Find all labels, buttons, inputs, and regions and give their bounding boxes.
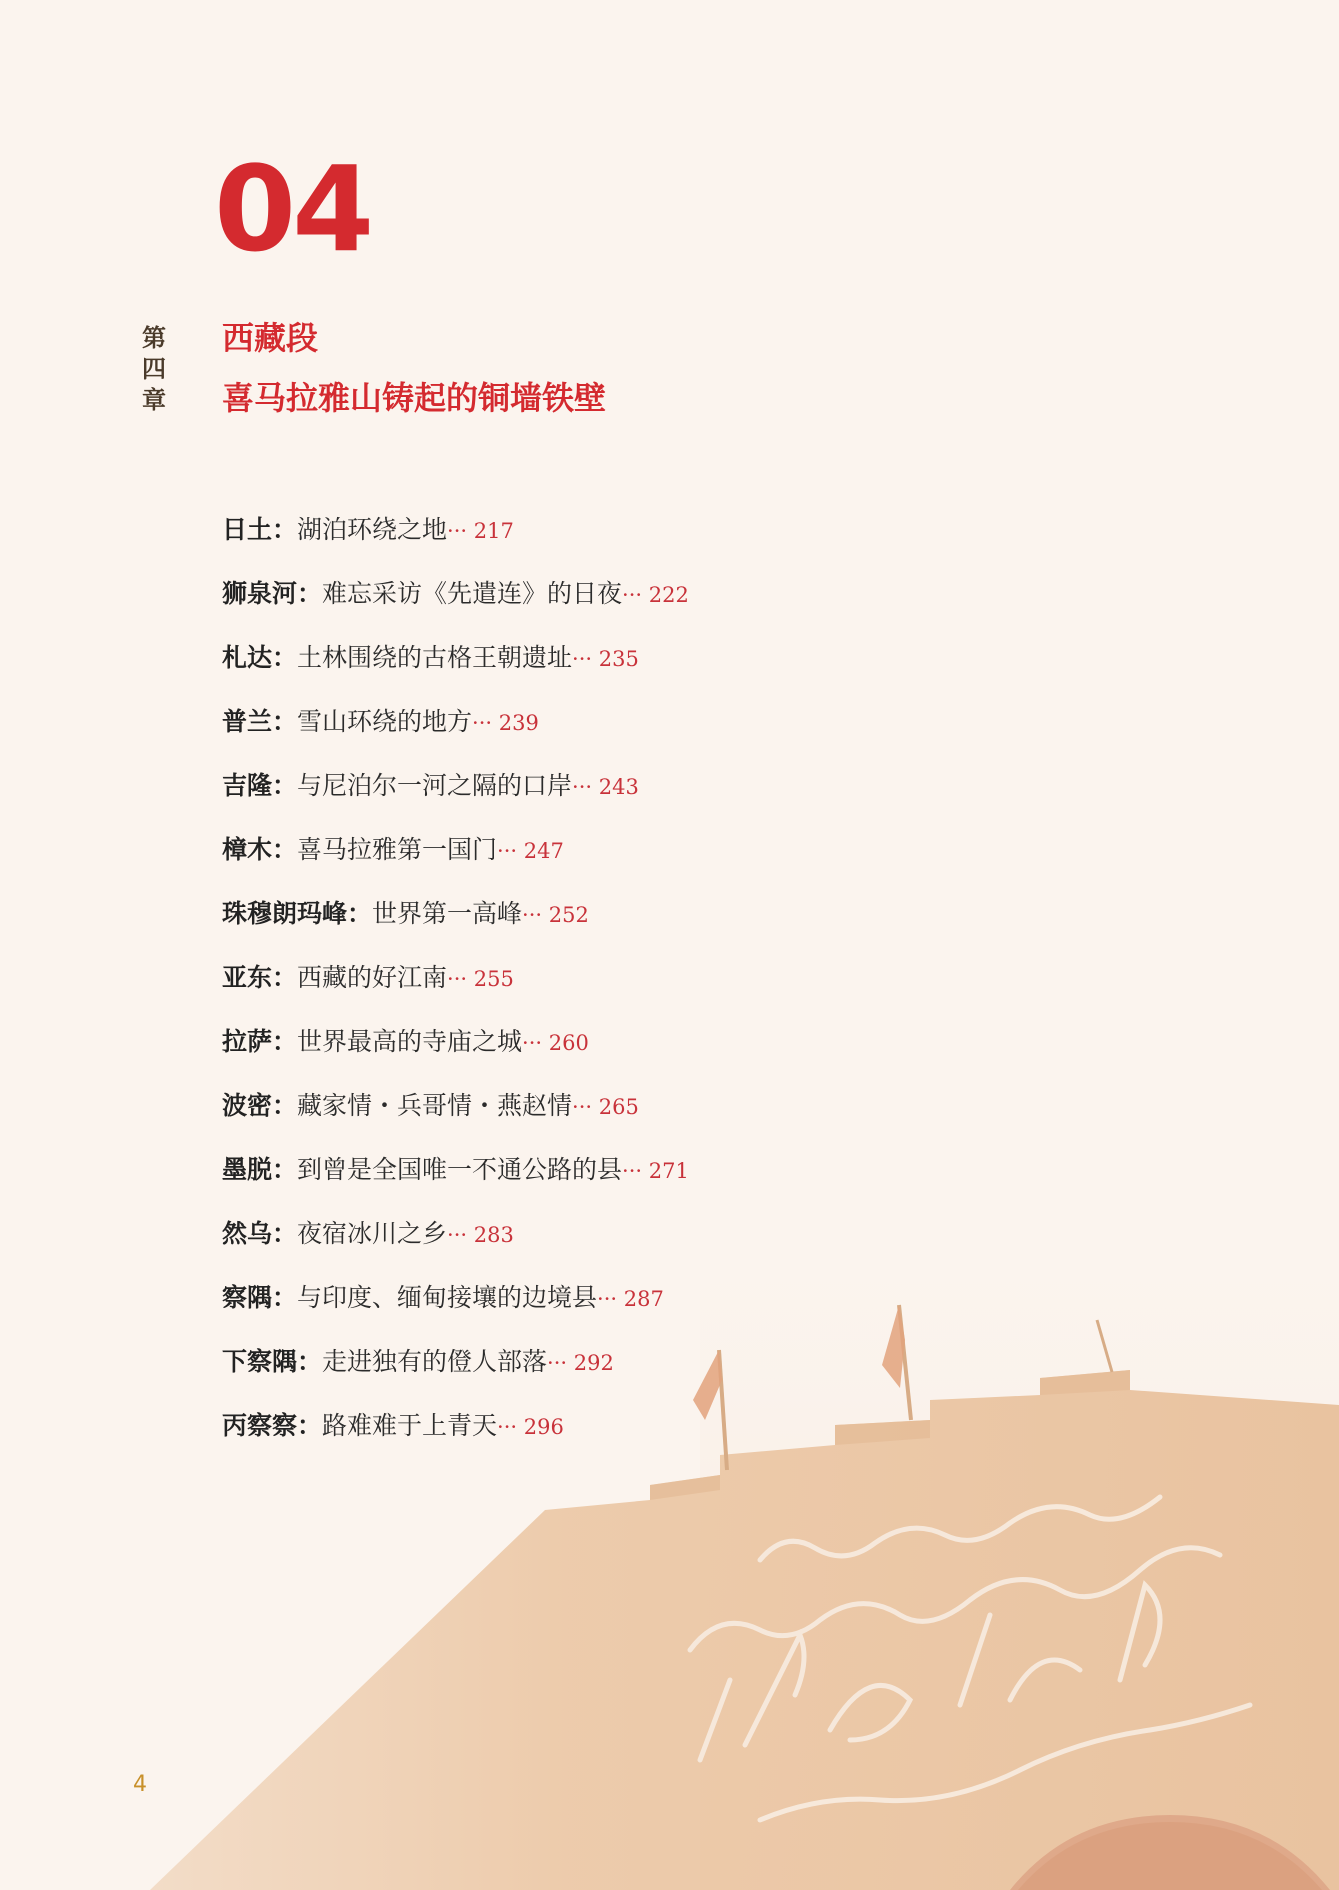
toc-description: 喜马拉雅第一国门 xyxy=(297,835,498,864)
toc-leader: ··· xyxy=(572,775,599,799)
chapter-title: 西藏段 xyxy=(222,319,319,357)
toc-leader: ··· xyxy=(522,1031,549,1055)
toc-entry[interactable] xyxy=(222,766,1122,830)
toc-description: 走进独有的僜人部落 xyxy=(322,1347,548,1376)
toc-page-number: 296 xyxy=(523,1415,564,1439)
toc-leader: ··· xyxy=(622,1159,649,1183)
toc-page-number: 239 xyxy=(498,711,539,735)
toc-place-name: 普兰 xyxy=(222,707,273,736)
toc-separator: ： xyxy=(272,835,298,864)
toc-description: 雪山环绕的地方 xyxy=(297,707,473,736)
toc-page-number: 283 xyxy=(473,1223,514,1247)
toc-leader: ··· xyxy=(447,519,474,543)
toc-separator: ： xyxy=(272,1219,298,1248)
toc-place-name: 下察隅 xyxy=(222,1347,298,1376)
toc-place-name: 然乌 xyxy=(222,1219,273,1248)
toc-leader: ··· xyxy=(597,1287,624,1311)
toc-page-number: 260 xyxy=(548,1031,589,1055)
toc-entry[interactable] xyxy=(222,1086,1122,1150)
toc-separator: ： xyxy=(297,579,323,608)
toc-page-number: 222 xyxy=(648,583,689,607)
toc-entry[interactable] xyxy=(222,1022,1122,1086)
toc-separator: ： xyxy=(272,771,298,800)
toc-entry[interactable] xyxy=(222,510,1122,574)
toc-separator: ： xyxy=(272,643,298,672)
toc-page-number: 217 xyxy=(473,519,514,543)
toc-separator: ： xyxy=(272,1283,298,1312)
toc-leader: ··· xyxy=(572,647,599,671)
toc-entry[interactable] xyxy=(222,1214,1122,1278)
toc-place-name: 日土 xyxy=(222,515,273,544)
toc-page-number: 247 xyxy=(523,839,564,863)
toc-separator: ： xyxy=(272,1027,298,1056)
table-of-contents xyxy=(222,510,1122,1470)
toc-entry[interactable] xyxy=(222,1342,1122,1406)
toc-place-name: 波密 xyxy=(222,1091,273,1120)
toc-entry[interactable] xyxy=(222,574,1122,638)
toc-page-number: 271 xyxy=(648,1159,689,1183)
toc-leader: ··· xyxy=(447,1223,474,1247)
page-number: 4 xyxy=(133,1772,147,1797)
toc-place-name: 樟木 xyxy=(222,835,273,864)
toc-separator: ： xyxy=(347,899,373,928)
toc-separator: ： xyxy=(272,707,298,736)
toc-page-number: 255 xyxy=(473,967,514,991)
toc-place-name: 珠穆朗玛峰 xyxy=(222,899,348,928)
toc-description: 湖泊环绕之地 xyxy=(297,515,448,544)
chapter-label-char: 章 xyxy=(142,385,166,414)
toc-entry[interactable] xyxy=(222,1406,1122,1470)
chapter-label xyxy=(140,322,168,415)
toc-entry[interactable] xyxy=(222,958,1122,1022)
toc-separator: ： xyxy=(272,515,298,544)
toc-page-number: 243 xyxy=(598,775,639,799)
toc-description: 土林围绕的古格王朝遗址 xyxy=(297,643,573,672)
toc-description: 路难难于上青天 xyxy=(322,1411,498,1440)
toc-leader: ··· xyxy=(447,967,474,991)
toc-description: 到曾是全国唯一不通公路的县 xyxy=(297,1155,623,1184)
toc-leader: ··· xyxy=(547,1351,574,1375)
toc-page-number: 265 xyxy=(598,1095,639,1119)
toc-separator: ： xyxy=(272,963,298,992)
toc-entry[interactable] xyxy=(222,1278,1122,1342)
toc-description: 世界第一高峰 xyxy=(372,899,523,928)
toc-place-name: 墨脱 xyxy=(222,1155,273,1184)
toc-description: 藏家情・兵哥情・燕赵情 xyxy=(297,1091,573,1120)
toc-entry[interactable] xyxy=(222,638,1122,702)
toc-place-name: 拉萨 xyxy=(222,1027,273,1056)
toc-leader: ··· xyxy=(572,1095,599,1119)
chapter-label-char: 第 xyxy=(142,323,166,352)
chapter-number: 04 xyxy=(214,140,371,278)
toc-leader: ··· xyxy=(522,903,549,927)
toc-place-name: 丙察察 xyxy=(222,1411,298,1440)
toc-entry[interactable] xyxy=(222,894,1122,958)
toc-description: 与印度、缅甸接壤的边境县 xyxy=(297,1283,598,1312)
toc-leader: ··· xyxy=(497,839,524,863)
toc-place-name: 札达 xyxy=(222,643,273,672)
toc-leader: ··· xyxy=(497,1415,524,1439)
toc-description: 世界最高的寺庙之城 xyxy=(297,1027,523,1056)
chapter-label-char: 四 xyxy=(142,354,166,383)
toc-entry[interactable] xyxy=(222,1150,1122,1214)
toc-separator: ： xyxy=(272,1155,298,1184)
toc-description: 难忘采访《先遣连》的日夜 xyxy=(322,579,623,608)
toc-leader: ··· xyxy=(622,583,649,607)
toc-description: 与尼泊尔一河之隔的口岸 xyxy=(297,771,573,800)
toc-leader: ··· xyxy=(472,711,499,735)
toc-page-number: 252 xyxy=(548,903,589,927)
toc-entry[interactable] xyxy=(222,702,1122,766)
toc-entry[interactable] xyxy=(222,830,1122,894)
chapter-subtitle: 喜马拉雅山铸起的铜墙铁壁 xyxy=(222,379,607,417)
toc-description: 西藏的好江南 xyxy=(297,963,448,992)
toc-page-number: 287 xyxy=(623,1287,664,1311)
toc-place-name: 狮泉河 xyxy=(222,579,298,608)
toc-place-name: 吉隆 xyxy=(222,771,273,800)
toc-description: 夜宿冰川之乡 xyxy=(297,1219,448,1248)
toc-separator: ： xyxy=(272,1091,298,1120)
toc-separator: ： xyxy=(297,1411,323,1440)
toc-place-name: 察隅 xyxy=(222,1283,273,1312)
toc-separator: ： xyxy=(297,1347,323,1376)
toc-page-number: 292 xyxy=(573,1351,614,1375)
toc-place-name: 亚东 xyxy=(222,963,273,992)
toc-page-number: 235 xyxy=(598,647,639,671)
